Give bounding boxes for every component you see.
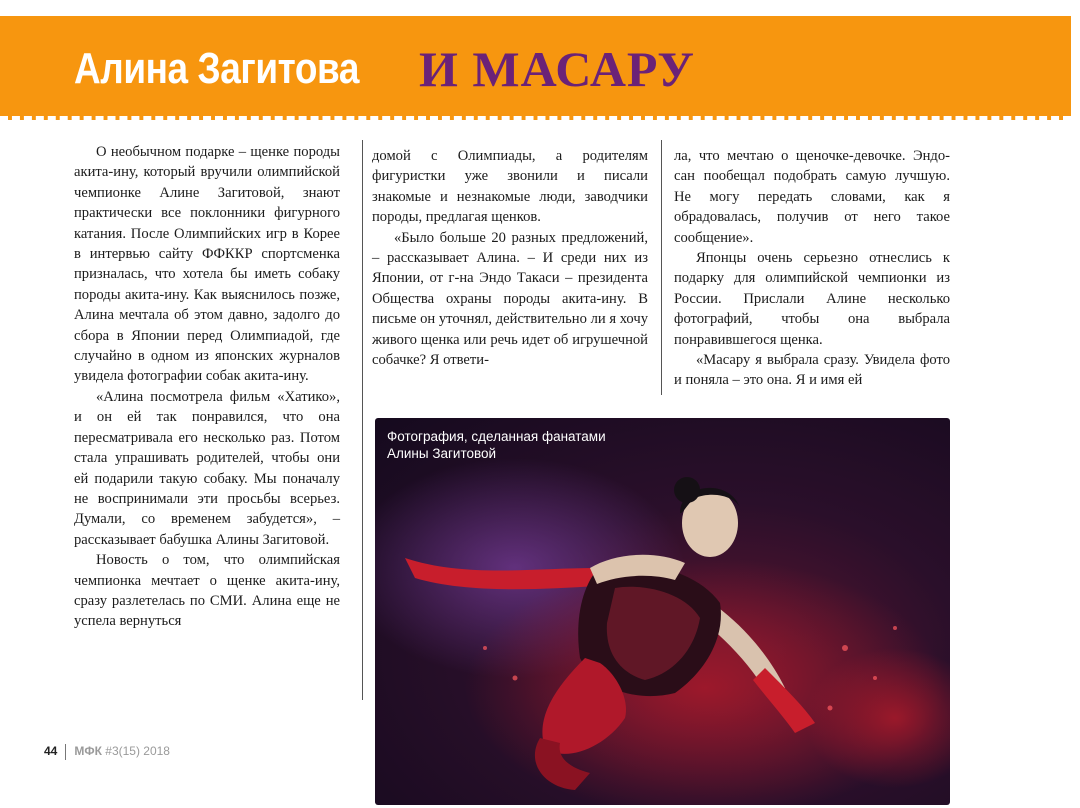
paragraph: Японцы очень серьезно отнеслись к подарку для олимпийской чемпионки из России. Прислали Алине несколько фотографий, чтобы она выбрала понравившегося щенка. xyxy=(674,250,950,348)
skater-photo xyxy=(375,418,950,805)
paragraph: «Масару я выбрала сразу. Увидела фото и поняла – это она. Я и имя ей xyxy=(674,352,950,389)
photo-caption xyxy=(387,428,606,462)
skater-illustration xyxy=(375,418,950,805)
footer-separator xyxy=(65,744,66,760)
title-rest: И МАСАРУ xyxy=(419,41,695,97)
text-column-2 xyxy=(372,146,648,370)
paragraph: ла, что мечтаю о щеночке-девочке. Эндо-сан пообещал подобрать самую лучшую. Не могу передать словами, как я обрадовалась, получив от него такое сообщение». xyxy=(674,148,950,246)
page-footer xyxy=(44,744,170,760)
dashed-divider xyxy=(0,116,1071,120)
paragraph: домой с Олимпиады, а родителям фигуристки уже звонили и писали знакомые и незнакомые люди, заводчики породы, предлагая щенков. xyxy=(372,148,648,226)
article-title xyxy=(74,41,695,97)
paragraph: «Было больше 20 разных предложений, – рассказывает Алина. – И среди них из Японии, от г-на Эндо Такаси – президента Общества охраны породы акита-ину. В письме он уточнял, действительно ли я хочу живого щенка или речь идет об игрушечной собачке? Я ответи- xyxy=(372,229,648,369)
paragraph: «Алина посмотрела фильм «Хатико», и он ей так понравился, что она пересматривала его несколько раз. Потом стала упрашивать родителей, чтобы они ей подарили такую собаку. Мы поначалу не воспринимали эти просьбы всерьез. Думали, со временем забудется», – рассказывает бабушка Алины Загитовой. xyxy=(74,388,340,548)
column-divider xyxy=(362,140,363,700)
caption-line: Фотография, сделанная фанатами xyxy=(387,429,606,444)
magazine-name: МФК xyxy=(74,744,102,759)
header-banner xyxy=(0,16,1071,120)
paragraph: Новость о том, что олимпийская чемпионка мечтает о щенке акита-ину, сразу разлетелась по СМИ. Алина еще не успела вернуться xyxy=(74,552,340,630)
page-number: 44 xyxy=(44,744,58,759)
paragraph: О необычном подарке – щенке породы акита-ину, который вручили олимпийской чемпионке Алине Загитовой, знают практически все поклонники фигурного катания. После Олимпийских игр в Корее в интервью сайту ФФККР спортсменка призналась, что хотела бы иметь собаку породы акита-ину. Как выяснилось позже, Алина мечтала об этом давно, задолго до сбора в Японии перед Олимпиадой, где случайно в одном из японских журналов увидела фотографии собак акита-ину. xyxy=(74,144,340,385)
column-divider xyxy=(661,140,662,395)
text-column-3 xyxy=(674,146,950,391)
title-name: Алина Загитова xyxy=(74,44,359,93)
text-column-1 xyxy=(74,142,340,632)
caption-line: Алины Загитовой xyxy=(387,446,497,461)
issue-number: #3(15) 2018 xyxy=(105,744,170,759)
